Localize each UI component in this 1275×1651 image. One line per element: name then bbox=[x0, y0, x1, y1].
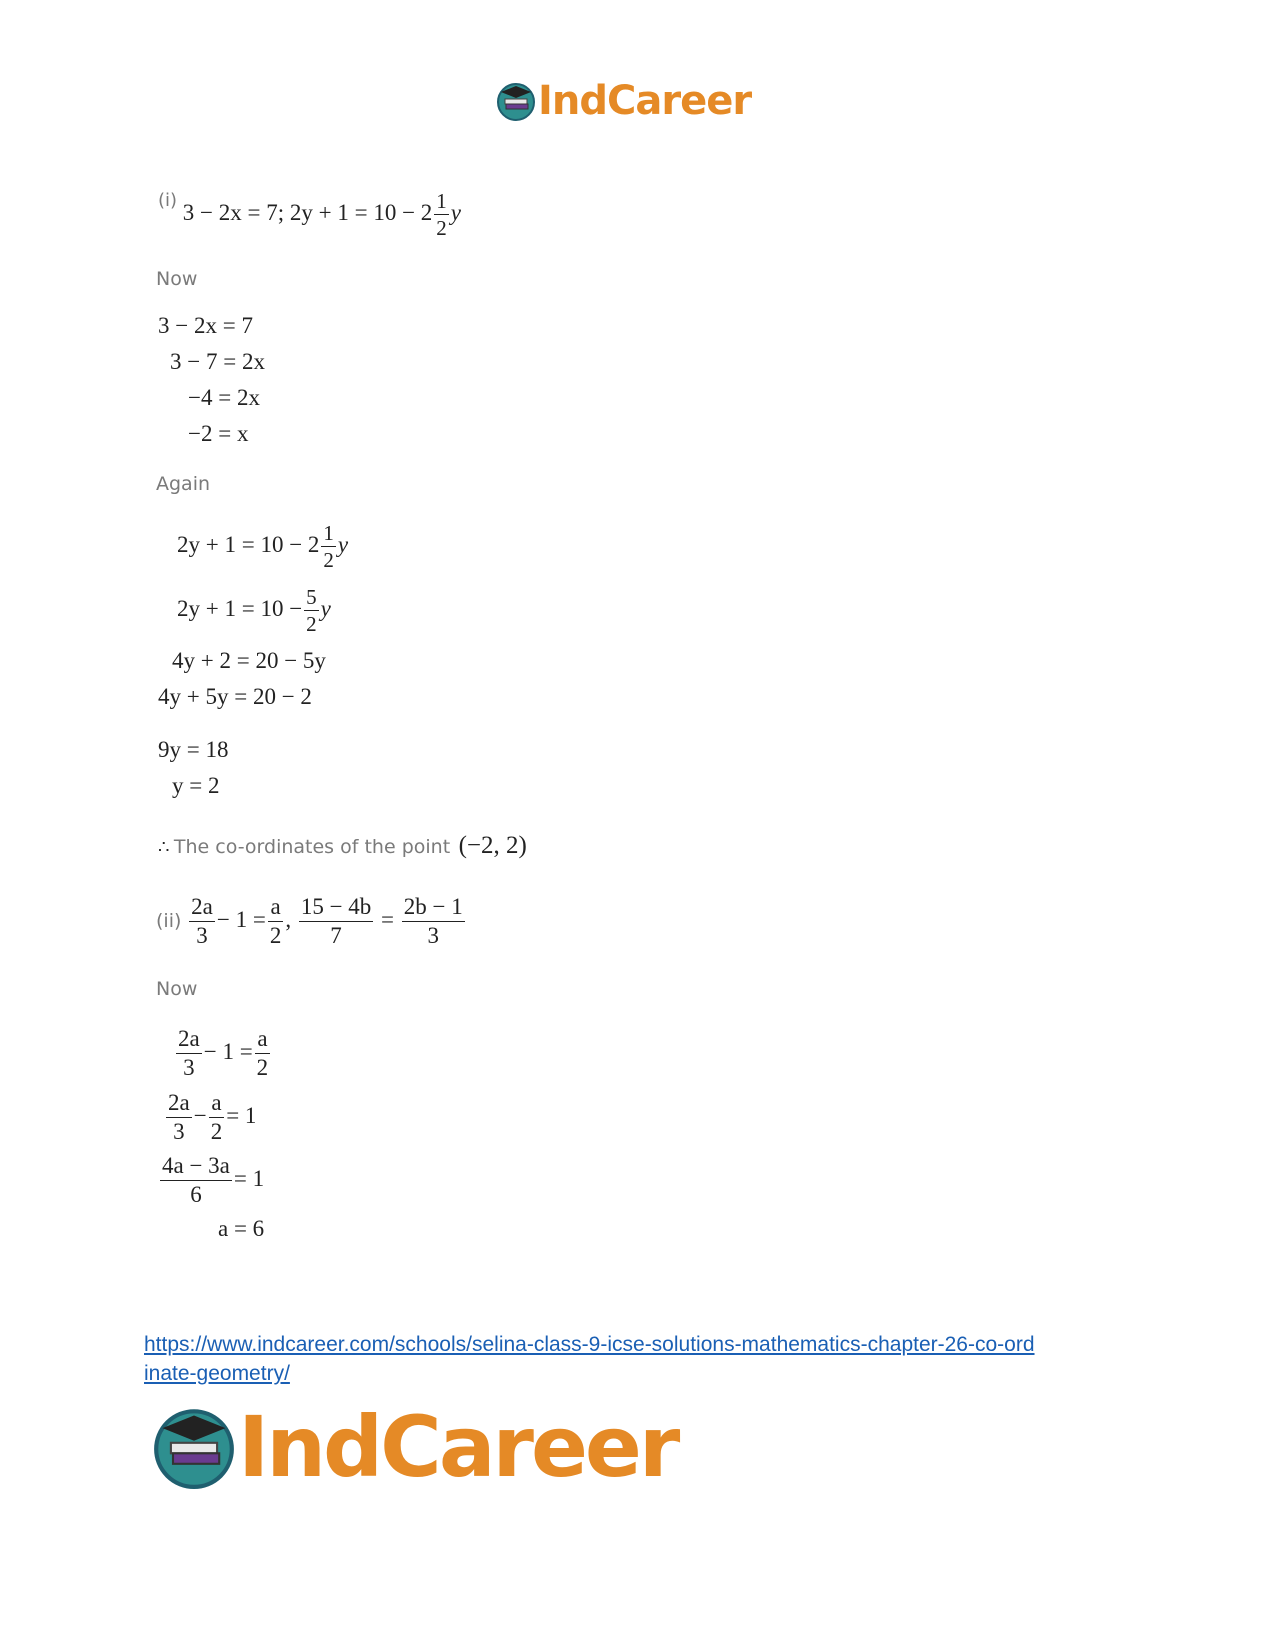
again-label: Again bbox=[156, 473, 211, 495]
part-ii-label: (ii) bbox=[156, 909, 182, 932]
problem-i bbox=[158, 190, 461, 239]
fraction-denominator: 2 bbox=[269, 923, 282, 949]
book-globe-icon bbox=[496, 81, 536, 121]
conclusion-text: The co-ordinates of the point bbox=[173, 836, 451, 858]
step-y-1-lhs: 2y + 1 = 10 − 2 bbox=[177, 531, 320, 557]
fraction-numerator: 1 bbox=[321, 522, 336, 547]
fraction-numerator: 2a bbox=[176, 1027, 202, 1054]
fraction-denominator: 3 bbox=[196, 923, 208, 949]
fraction-numerator: a bbox=[255, 1027, 269, 1054]
book-globe-icon bbox=[152, 1405, 236, 1489]
step-a-3 bbox=[158, 1154, 264, 1207]
minus-sign: − bbox=[193, 1102, 207, 1128]
point-coordinates: (−2, 2) bbox=[458, 832, 527, 859]
step-y-5: 9y = 18 bbox=[158, 737, 229, 762]
step-x-3: −4 = 2x bbox=[188, 385, 260, 410]
equals-one: = 1 bbox=[226, 1102, 257, 1128]
now-label-ii: Now bbox=[156, 978, 198, 1000]
step-y-2-lhs: 2y + 1 = 10 − bbox=[177, 595, 303, 621]
step-a-result: a = 6 bbox=[218, 1216, 265, 1241]
step-x-2: 3 − 7 = 2x bbox=[170, 349, 265, 374]
variable-y: y bbox=[450, 199, 462, 225]
fraction-denominator: 6 bbox=[190, 1182, 202, 1208]
therefore-symbol: ∴ bbox=[158, 837, 170, 857]
fraction-numerator: 15 − 4b bbox=[299, 895, 373, 922]
step-x-4: −2 = x bbox=[188, 421, 249, 446]
url-line-2: inate-geometry/ bbox=[144, 1362, 290, 1385]
fraction-numerator: 1 bbox=[434, 190, 449, 215]
fraction-denominator: 2 bbox=[256, 1055, 269, 1081]
step-y-1 bbox=[177, 522, 348, 571]
fraction-denominator: 2 bbox=[306, 612, 317, 637]
step-x-1: 3 − 2x = 7 bbox=[158, 313, 253, 338]
variable-y: y bbox=[337, 531, 349, 557]
fraction-numerator: 2a bbox=[166, 1091, 192, 1118]
step-y-4: 4y + 5y = 20 − 2 bbox=[158, 684, 312, 709]
fraction-denominator: 2 bbox=[210, 1119, 223, 1145]
url-line-1: https://www.indcareer.com/schools/selina-class-9-icse-solutions-mathematics-chapter-26-co-ord bbox=[144, 1333, 1035, 1356]
fraction-numerator: a bbox=[268, 895, 282, 922]
fraction-denominator: 3 bbox=[427, 923, 440, 949]
step-a-2 bbox=[164, 1091, 256, 1144]
footer-logo bbox=[152, 1398, 677, 1496]
logo-text: IndCareer bbox=[238, 1398, 678, 1496]
logo-text: IndCareer bbox=[538, 78, 752, 124]
variable-y: y bbox=[320, 595, 331, 621]
conclusion-line bbox=[158, 832, 527, 860]
step-a-1 bbox=[174, 1027, 272, 1080]
equals-one: = 1 bbox=[233, 1165, 265, 1191]
header-logo bbox=[496, 78, 751, 124]
fraction-denominator: 3 bbox=[173, 1119, 185, 1145]
fraction-numerator: 4a − 3a bbox=[160, 1154, 232, 1181]
fraction-numerator: 5 bbox=[304, 586, 319, 611]
fraction-numerator: a bbox=[209, 1091, 223, 1118]
source-url-link[interactable] bbox=[144, 1330, 1035, 1388]
fraction-denominator: 7 bbox=[330, 923, 342, 949]
minus-one-equals: − 1 = bbox=[203, 1038, 253, 1064]
step-y-6: y = 2 bbox=[172, 773, 220, 798]
step-y-3: 4y + 2 = 20 − 5y bbox=[172, 648, 326, 673]
step-y-2 bbox=[177, 586, 331, 635]
fraction-denominator: 3 bbox=[183, 1055, 195, 1081]
part-i-label: (i) bbox=[158, 190, 178, 211]
fraction-denominator: 2 bbox=[323, 548, 334, 573]
fraction-numerator: 2a bbox=[189, 895, 215, 922]
now-label: Now bbox=[156, 268, 198, 290]
problem-i-equation: 3 − 2x = 7; 2y + 1 = 10 − 2 bbox=[182, 199, 433, 225]
minus-one-equals: − 1 = bbox=[216, 906, 266, 932]
problem-ii: (ii) $\frac{2a}{3}$ − 1 = $\frac{a}{2}$ , $\frac{15 - 4b}{7}$ = $\frac{2b - 1}{3}$ bbox=[156, 894, 463, 949]
fraction-denominator: 2 bbox=[436, 216, 447, 241]
fraction-numerator: 2b − 1 bbox=[402, 895, 465, 922]
